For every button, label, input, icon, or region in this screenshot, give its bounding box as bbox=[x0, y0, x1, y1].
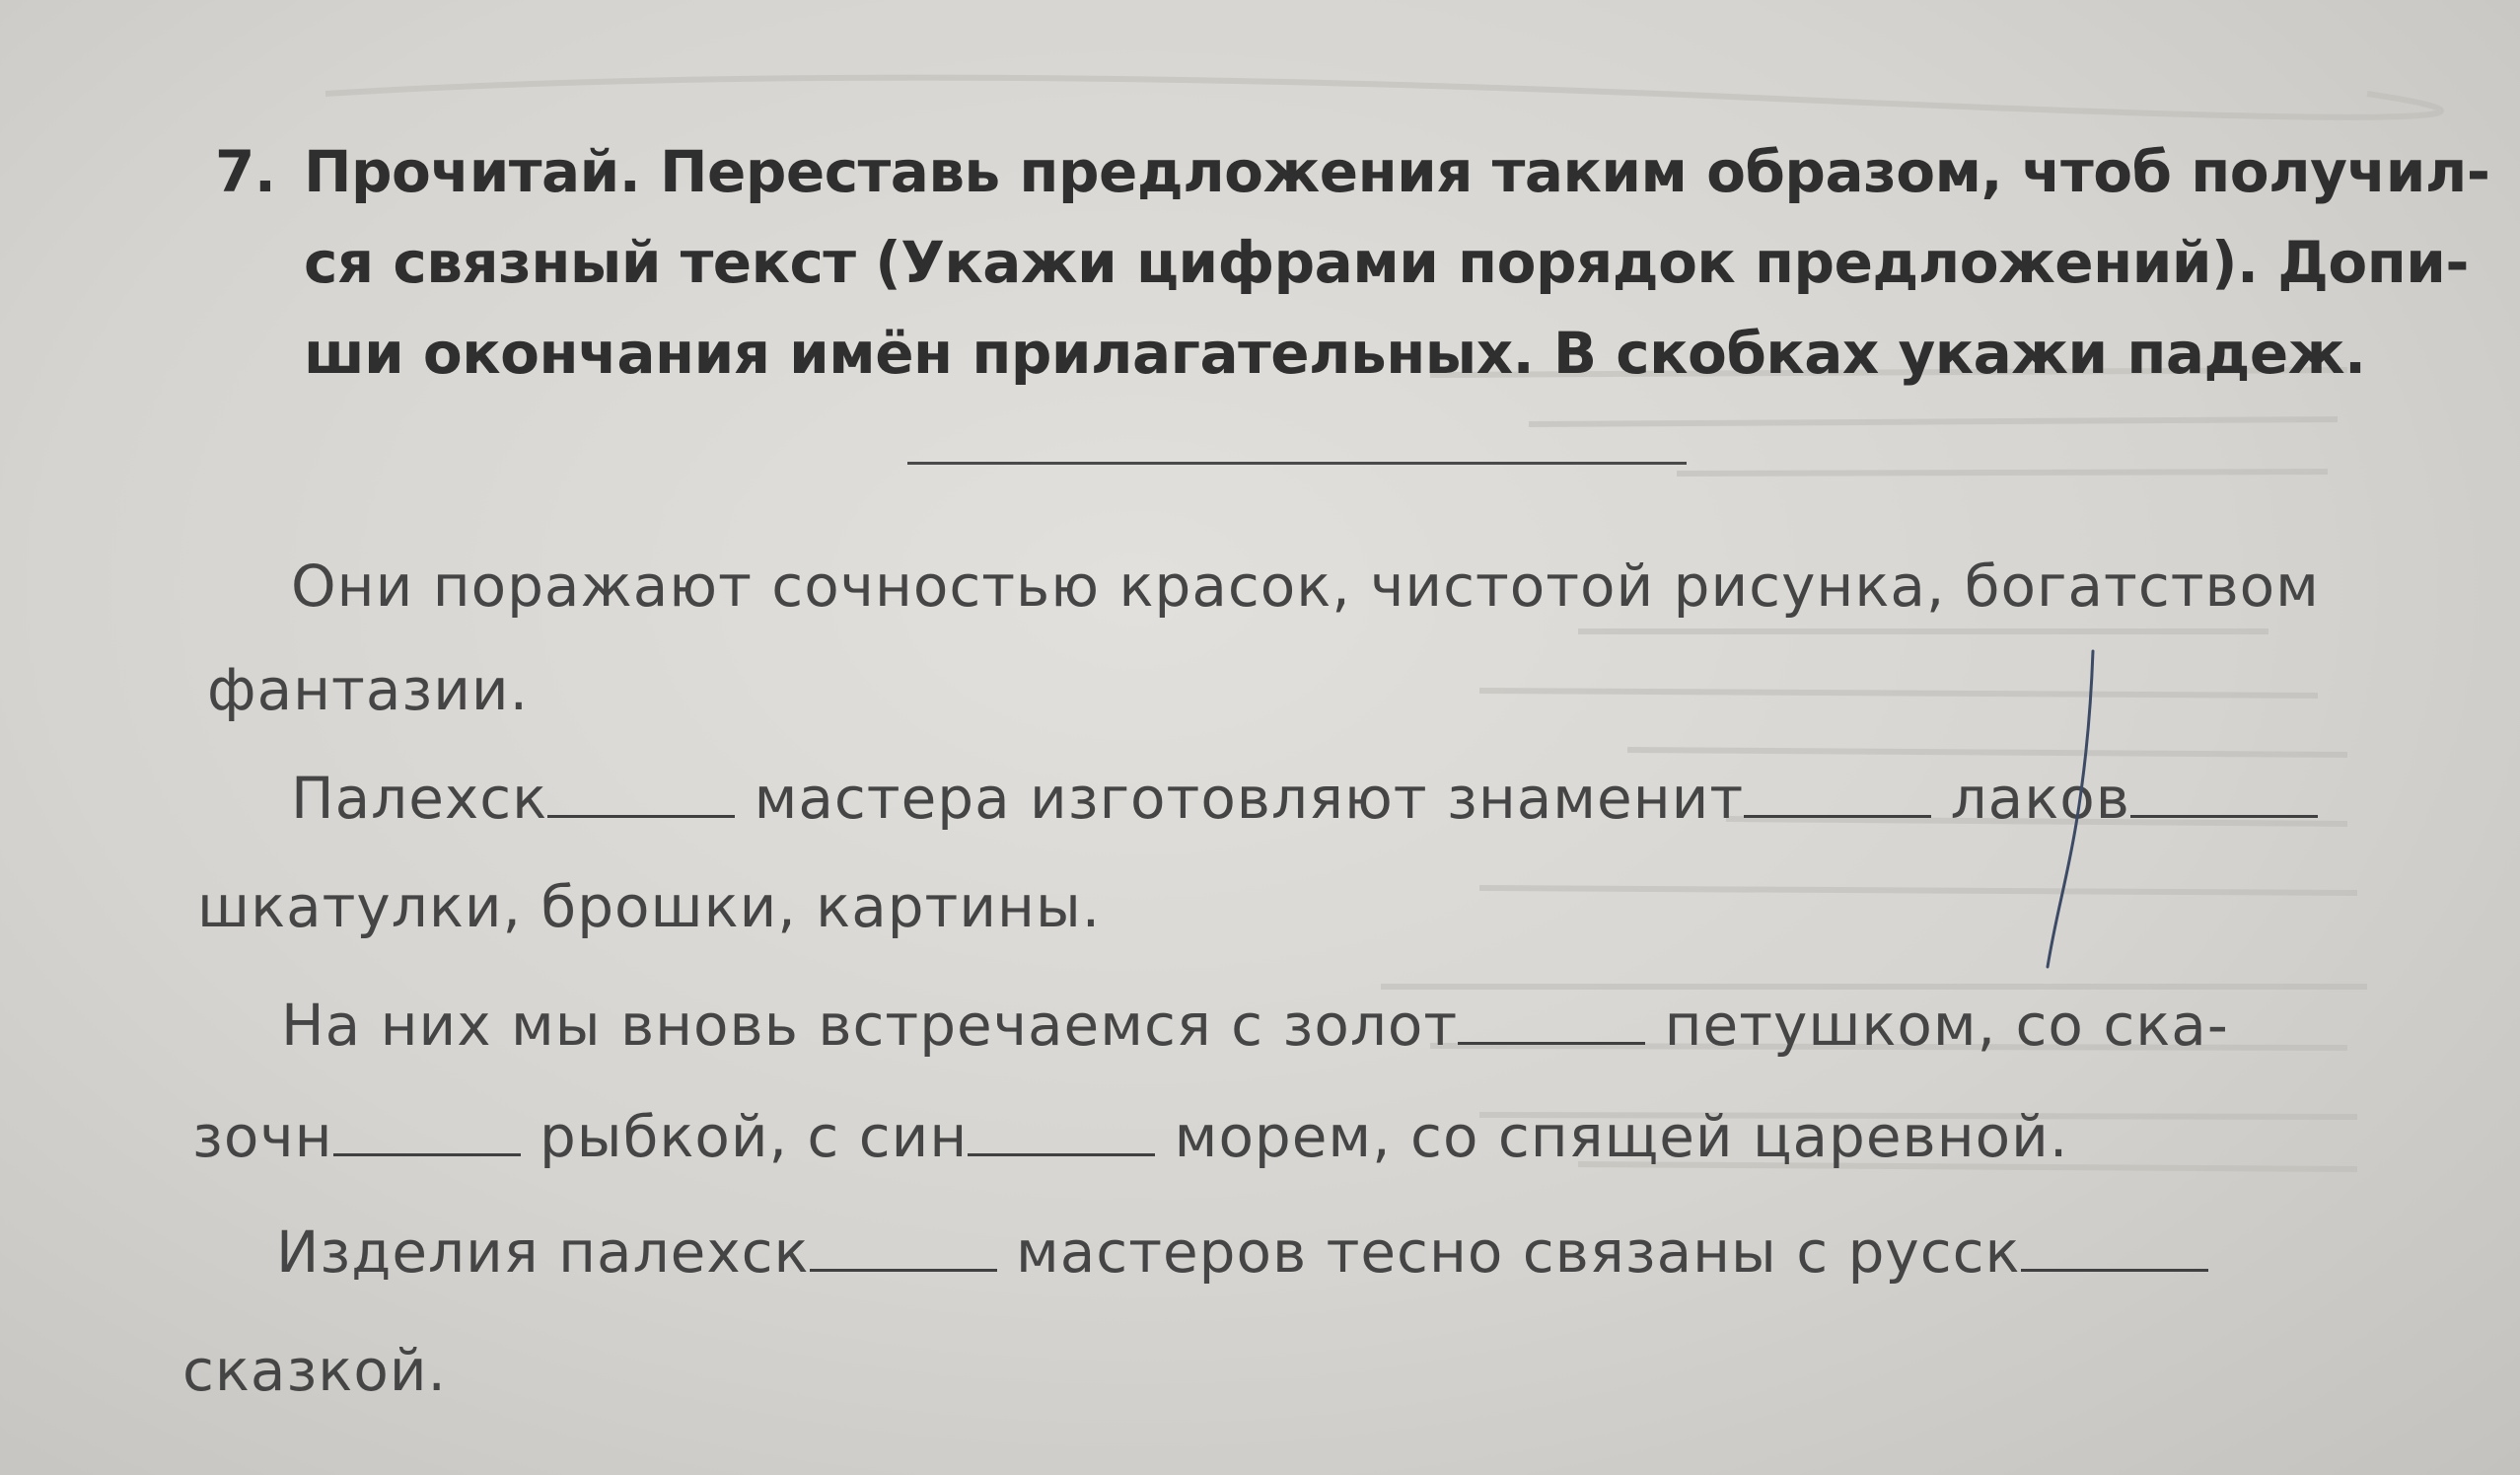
word-palekhsk: Палехск bbox=[291, 765, 548, 832]
task-line-1 bbox=[215, 126, 2490, 217]
sentence-1-line-2 bbox=[207, 656, 529, 723]
sentence-1-text-end: фантазии. bbox=[207, 656, 530, 723]
sentence-4-line-2 bbox=[182, 1337, 447, 1404]
sentence-3-middle: петушком, со ска- bbox=[1645, 992, 2229, 1059]
sentence-3-end: морем, со спящей царевной. bbox=[1155, 1103, 2069, 1170]
sentence-3-start: На них мы вновь встречаемся с золот bbox=[281, 992, 1459, 1059]
sentence-4-text-end: сказкой. bbox=[182, 1337, 447, 1404]
sentence-2-line-1 bbox=[291, 765, 2318, 832]
ending-blank-3[interactable] bbox=[2130, 775, 2318, 818]
sentence-1-line-1 bbox=[291, 553, 2320, 620]
sentence-4-start: Изделия палехск bbox=[276, 1218, 810, 1286]
task-instructions bbox=[215, 126, 2490, 399]
ending-blank-4[interactable] bbox=[1458, 1002, 1645, 1045]
sentence-2-text-end: шкатулки, брошки, картины. bbox=[197, 873, 1102, 940]
task-line-2: ся связный текст (Укажи цифрами порядок предложений). Допи- bbox=[304, 229, 2470, 296]
sentence-3-middle-2: рыбкой, с син bbox=[520, 1103, 969, 1170]
task-text-1: Прочитай. Переставь предложения таким образом, чтоб получил- bbox=[304, 138, 2490, 205]
sentence-4-middle: мастеров тесно связаны с русск bbox=[996, 1218, 2021, 1286]
ending-blank-1[interactable] bbox=[547, 775, 735, 818]
ending-blank-2[interactable] bbox=[1744, 775, 1931, 818]
ending-blank-8[interactable] bbox=[2021, 1229, 2208, 1272]
task-line-3: ши окончания имён прилагательных. В скобках укажи падеж. bbox=[304, 320, 2366, 387]
sentence-3-line-2 bbox=[192, 1103, 2068, 1170]
sentence-2-line-2 bbox=[197, 873, 1101, 940]
sentence-1-text: Они поражают сочностью красок, чистотой рисунка, богатством bbox=[291, 553, 2320, 620]
sentence-2-middle: мастера изготовляют знаменит bbox=[735, 765, 1745, 832]
ending-blank-6[interactable] bbox=[968, 1114, 1155, 1156]
word-lakov: лаков bbox=[1931, 765, 2130, 832]
ending-blank-7[interactable] bbox=[810, 1229, 997, 1272]
title-blank-line[interactable] bbox=[907, 462, 1687, 465]
task-number: 7. bbox=[215, 138, 276, 205]
sentence-4-line-1 bbox=[276, 1218, 2208, 1286]
word-zochn: зочн bbox=[192, 1103, 333, 1170]
ending-blank-5[interactable] bbox=[333, 1114, 521, 1156]
sentence-3-line-1 bbox=[281, 992, 2229, 1059]
